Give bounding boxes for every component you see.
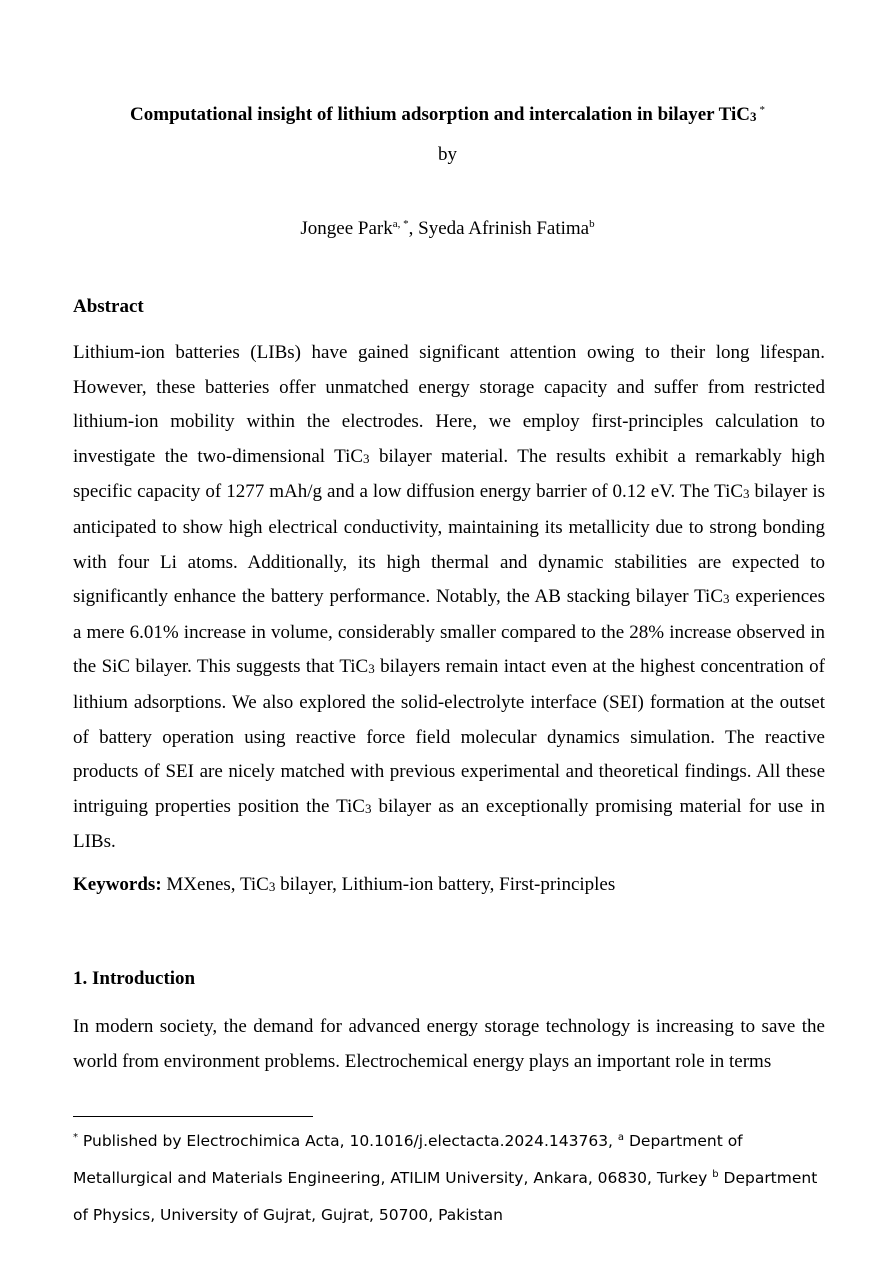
abstract-heading: Abstract [73,296,144,317]
footnote-divider [73,1116,313,1117]
abstract-paragraph [73,336,825,860]
subscript: 3 [743,486,750,502]
footnote-text: Department of Metallurgical and Materials Engineering, ATILIM University, Ankara, 06830, Turkey [73,1132,743,1187]
introduction-paragraph: In modern society, the demand for advanced energy storage technology is increasing to save the world from environment problems. Electrochemical energy plays an important role in terms [73,1016,825,1072]
abstract-text: bilayer is anticipated to show high electrical conductivity, maintaining its metallicity due to strong bonding with four Li atoms. Additionally, its high thermal and dynamic stabilities are expected to significantly enhance the battery performance. Notably, the AB stacking bilayer TiC [73,481,825,608]
abstract-text: bilayers remain intact even at the highest concentration of lithium adsorptions. We also explored the solid-electrolyte interface (SEI) formation at the outset of battery operation using reactive force field molecular dynamics simulation. The reactive products of SEI are nicely matched with previous experimental and theoretical findings. All these intriguing properties position the TiC [73,656,825,817]
title-footnote-mark: * [759,104,765,116]
introduction-heading: 1. Introduction [73,968,196,989]
subscript: 3 [368,661,375,677]
subscript: 3 [268,879,276,894]
abstract-text: bilayer material. The results exhibit a remarkably high specific capacity of 1277 mAh/g and a low diffusion energy barrier of 0.12 eV. The TiC [73,445,825,503]
abstract-text: bilayer as an exceptionally promising material for use in LIBs. [73,795,826,853]
title-subscript: 3 [749,109,757,124]
paper-title [0,102,895,130]
author-separator: , [408,218,419,239]
subscript: 3 [363,450,370,466]
footnote [73,1124,825,1232]
abstract-text: Lithium-ion batteries (LIBs) have gained significant attention owing to their long lifespan. However, these batteries offer unmatched energy storage capacity and suffer from restricted lithium-ion mobility within the electrodes. Here, we employ first-principles calculation to investigate the two-dimensional TiC [73,342,825,467]
keywords-text: MXenes, TiC [161,874,269,895]
footnote-mark: b [712,1169,719,1180]
abstract-text: experiences a mere 6.01% increase in volume, considerably smaller compared to the 28% increase observed in the SiC bilayer. This suggests that TiC [73,586,825,678]
subscript: 3 [723,591,730,607]
footnote-text: Published by Electrochimica Acta, 10.1016/j.electacta.2024.143763, [78,1132,618,1150]
author-name: Jongee Park [300,218,393,239]
by-line: by [438,144,457,165]
keywords-text: bilayer, Lithium-ion battery, First-principles [275,874,616,895]
keywords-line [73,872,825,899]
author-affiliation-mark: a, * [392,218,409,230]
author-list [0,216,895,244]
keywords-label: Keywords: [73,874,162,895]
footnote-mark: a [617,1132,625,1143]
footnote-mark: * [73,1132,78,1143]
footnote-text: Department of Physics, University of Gujrat, Gujrat, 50700, Pakistan [73,1169,818,1224]
author-affiliation-mark: b [589,218,595,230]
title-text: Computational insight of lithium adsorption and intercalation in bilayer TiC [130,104,750,125]
author-name: Syeda Afrinish Fatima [418,218,590,239]
subscript: 3 [364,800,372,816]
